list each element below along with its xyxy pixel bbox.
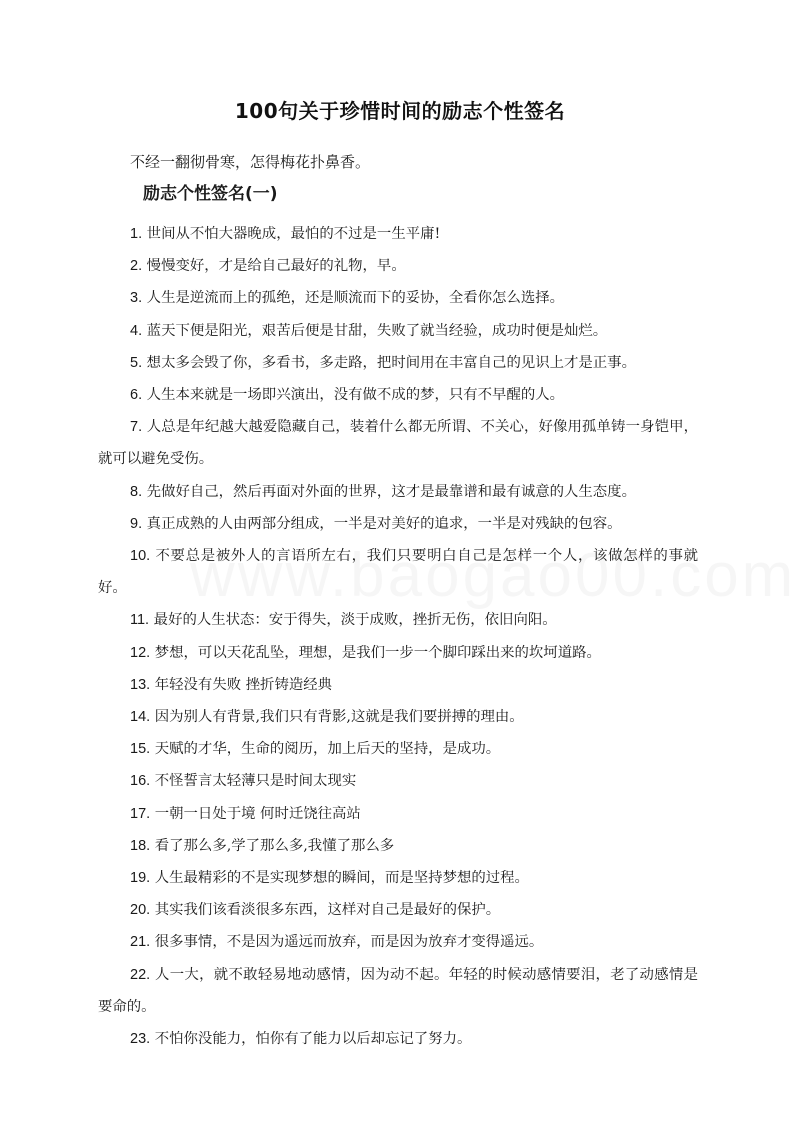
list-item <box>98 379 698 411</box>
list-item <box>98 218 698 250</box>
list-item-number: 8. <box>130 483 143 500</box>
list-item-text: 很多事情，不是因为遥远而放弃，而是因为放弃才变得遥远。 <box>154 934 544 951</box>
list-item-text: 梦想，可以天花乱坠，理想，是我们一步一个脚印踩出来的坎坷道路。 <box>154 644 601 661</box>
list-item <box>98 604 698 636</box>
list-item-number: 7. <box>130 419 143 436</box>
list-item-text: 天赋的才华，生命的阅历，加上后天的坚持，是成功。 <box>154 741 501 758</box>
list-item-text: 人一大，就不敢轻易地动感情，因为动不起。年轻的时候动感情要泪，老了动感情是要命的。 <box>98 966 698 1015</box>
list-item-number: 3. <box>130 290 143 307</box>
list-item-number: 23. <box>130 1031 151 1048</box>
list-item <box>98 830 698 862</box>
list-item-text: 不怪誓言太轻薄只是时间太现实 <box>154 773 357 790</box>
list-item-text: 不要总是被外人的言语所左右，我们只要明白自己是怎样一个人，该做怎样的事就好。 <box>98 548 698 597</box>
list-item <box>98 540 698 604</box>
list-item-text: 最好的人生状态：安于得失，淡于成败，挫折无伤，依旧向阳。 <box>153 612 557 629</box>
intro-line: 不经一翻彻骨寒，怎得梅花扑鼻香。 <box>130 153 371 171</box>
list-item-text: 不怕你没能力，怕你有了能力以后却忘记了努力。 <box>154 1031 472 1048</box>
list-item <box>98 347 698 379</box>
list-item <box>98 926 698 958</box>
section-heading: 励志个性签名(一) <box>143 184 278 204</box>
list-item <box>98 765 698 797</box>
list-item-number: 16. <box>130 773 151 790</box>
list-item-text: 想太多会毁了你，多看书，多走路，把时间用在丰富自己的见识上才是正事。 <box>146 354 636 371</box>
list-item <box>98 894 698 926</box>
list-item-text: 年轻没有失败 挫折铸造经典 <box>154 676 333 693</box>
list-item-number: 6. <box>130 387 143 404</box>
list-item-text: 慢慢变好，才是给自己最好的礼物，早。 <box>146 258 406 275</box>
list-item <box>98 1023 698 1055</box>
list-item-text: 一朝一日处于境 何时迁饶往高站 <box>154 805 361 822</box>
list-item-text: 人总是年纪越大越爱隐藏自己，装着什么都无所谓、不关心，好像用孤单铸一身铠甲，就可以避免受伤。 <box>98 419 698 468</box>
list-item-number: 12. <box>130 644 151 661</box>
list-item-text: 人生是逆流而上的孤绝，还是顺流而下的妥协，全看你怎么选择。 <box>146 290 565 307</box>
list-item <box>98 250 698 282</box>
list-item-number: 9. <box>130 515 143 532</box>
list-item-number: 2. <box>130 258 143 275</box>
list-item-number: 4. <box>130 322 143 339</box>
list-item-number: 11. <box>130 612 150 629</box>
list-item <box>98 701 698 733</box>
list-item <box>98 669 698 701</box>
list-item-text: 人生本来就是一场即兴演出，没有做不成的梦，只有不早醒的人。 <box>146 387 565 404</box>
list-item-text: 因为别人有背景,我们只有背影,这就是我们要拼搏的理由。 <box>154 709 524 726</box>
list-item <box>98 282 698 314</box>
list-item-number: 14. <box>130 709 151 726</box>
list-item <box>98 476 698 508</box>
list-item-number: 18. <box>130 837 151 854</box>
list-item-text: 真正成熟的人由两部分组成，一半是对美好的追求，一半是对残缺的包容。 <box>146 515 622 532</box>
list-item-number: 15. <box>130 741 151 758</box>
list-item-number: 17. <box>130 805 151 822</box>
quote-list <box>98 218 698 1055</box>
list-item-text: 其实我们该看淡很多东西，这样对自己是最好的保护。 <box>154 902 501 919</box>
list-item-text: 世间从不怕大器晚成，最怕的不过是一生平庸! <box>146 226 441 242</box>
list-item-text: 蓝天下便是阳光，艰苦后便是甘甜，失败了就当经验，成功时便是灿烂。 <box>146 322 608 339</box>
list-item <box>98 315 698 347</box>
list-item <box>98 733 698 765</box>
list-item-text: 看了那么多,学了那么多,我懂了那么多 <box>154 837 395 854</box>
list-item <box>98 637 698 669</box>
list-item <box>98 508 698 540</box>
list-item-number: 21. <box>130 934 151 951</box>
list-item-number: 5. <box>130 354 143 371</box>
list-item <box>98 959 698 1023</box>
list-item-number: 20. <box>130 902 151 919</box>
list-item-number: 13. <box>130 676 151 693</box>
list-item-number: 22. <box>130 966 151 983</box>
list-item-number: 1. <box>130 226 143 242</box>
list-item <box>98 411 698 475</box>
list-item <box>98 798 698 830</box>
list-item-text: 先做好自己，然后再面对外面的世界，这才是最靠谱和最有诚意的人生态度。 <box>146 483 636 500</box>
list-item <box>98 862 698 894</box>
list-item-number: 19. <box>130 870 151 887</box>
page-title: 100句关于珍惜时间的励志个性签名 <box>234 99 566 123</box>
list-item-text: 人生最精彩的不是实现梦想的瞬间，而是坚持梦想的过程。 <box>154 870 529 887</box>
list-item-number: 10. <box>130 548 151 565</box>
